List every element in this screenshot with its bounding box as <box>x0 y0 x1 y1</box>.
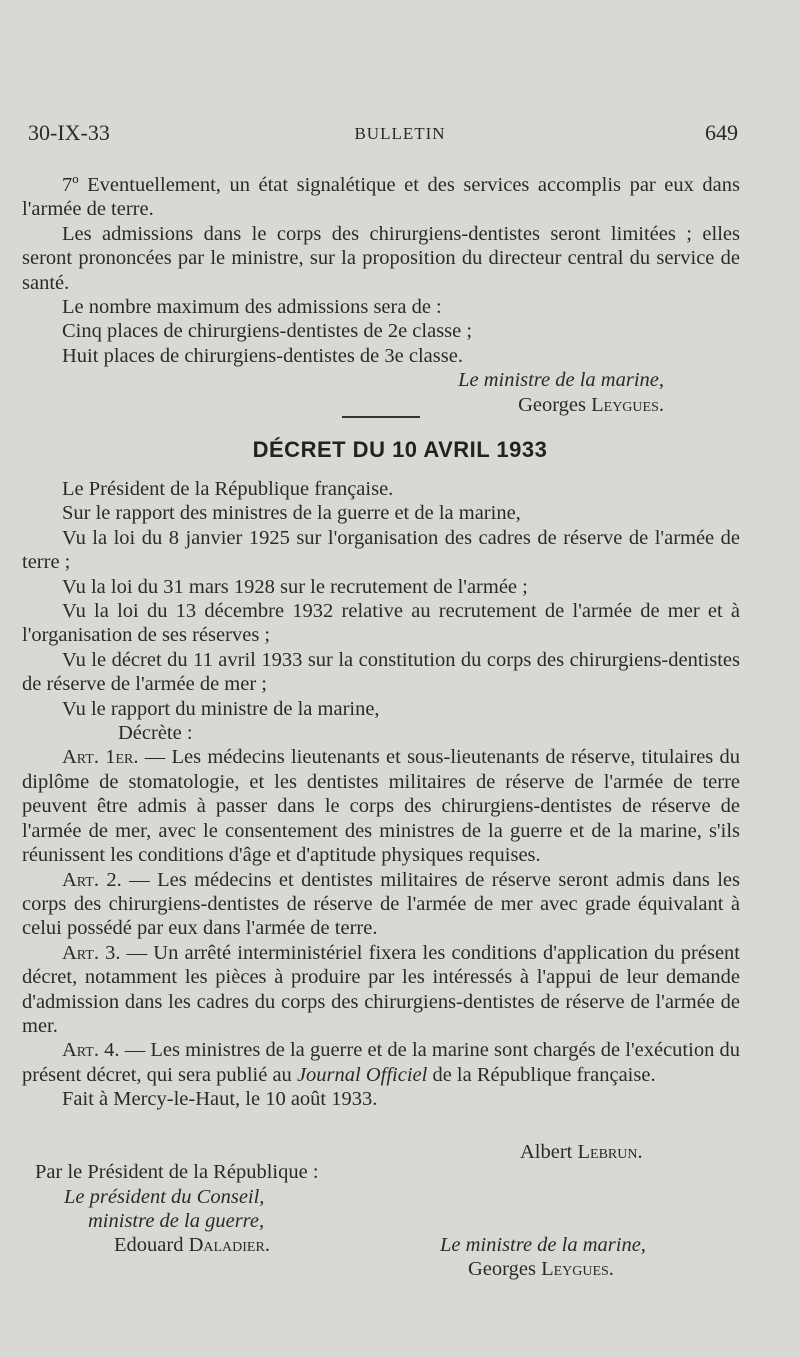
signature-name: Georges Leygues. <box>518 393 664 416</box>
decree-vu-5: Vu le rapport du ministre de la marine, <box>62 697 380 720</box>
decree-vu-2: Vu la loi du 31 mars 1928 sur le recrutement de l'armée ; <box>62 575 528 598</box>
decree-sur-rapport: Sur le rapport des ministres de la guerre et de la marine, <box>62 502 521 525</box>
paragraph-admissions: Les admissions dans le corps des chirurgiens-dentistes seront limitées ; elles seront prononcées par le ministre, sur la proposition du directeur central du service de santé. <box>22 222 740 294</box>
decree-body <box>22 477 740 1112</box>
decree-vu-1: Vu la loi du 8 janvier 1925 sur l'organisation des cadres de réserve de l'armée de terre ; <box>22 526 740 574</box>
paragraph-maximum: Le nombre maximum des admissions sera de : <box>62 296 442 319</box>
par-le-president: Par le Président de la République : <box>35 1161 319 1183</box>
president-signature: Albert Lebrun. <box>520 1141 643 1163</box>
article-3: Art. 3. — Un arrêté interministériel fixera les conditions d'application du présent décret, notamment les pièces à produire par les intéressés à l'appui de leur demande d'admission dans les cadres du corps des chirurgiens-dentistes de réserve de l'armée de mer. <box>22 941 740 1037</box>
decree-vu-4: Vu le décret du 11 avril 1933 sur la constitution du corps des chirurgiens-dentistes de réserve de l'armée de mer ; <box>22 648 740 696</box>
signature-title: Le ministre de la marine, <box>458 369 664 392</box>
article-4: Art. 4. — Les ministres de la guerre et de la marine sont chargés de l'exécution du présent décret, qui sera publié au Journal Officiel de la République française. <box>22 1039 740 1086</box>
article-2: Art. 2. — Les médecins et dentistes militaires de réserve seront admis dans les corps des chirurgiens-dentistes de réserve de l'armée de mer avec grade équivalant à celui possédé par eux dans l'armée de terre. <box>22 868 741 940</box>
section-divider <box>342 416 420 418</box>
paragraph-item-7: 7º Eventuellement, un état signalétique et des services accomplis par eux dans l'armée de terre. <box>22 174 740 221</box>
article-1: Art. 1er. — Les médecins lieutenants et sous-lieutenants de réserve, titulaires du diplôme de stomatologie, et les dentistes militaires de réserve de l'armée de terre peuvent être admis à passer dans le corps des chirurgiens-dentistes de réserve de l'armée de mer, avec le consentement des ministres de la guerre et de la marine, s'ils réunissent les conditions d'âge et d'aptitude physiques requises. <box>22 746 741 867</box>
left-signature-name: Edouard Daladier. <box>114 1234 270 1256</box>
paragraph-cinq-places: Cinq places de chirurgiens-dentistes de 2e classe ; <box>62 320 473 343</box>
paragraph-huit-places: Huit places de chirurgiens-dentistes de 3e classe. <box>62 344 463 367</box>
decree-fait-a: Fait à Mercy-le-Haut, le 10 août 1933. <box>62 1088 378 1111</box>
left-signature-title-2: ministre de la guerre, <box>88 1210 265 1232</box>
right-signature-name: Georges Leygues. <box>468 1258 614 1280</box>
decree-title: DÉCRET DU 10 AVRIL 1933 <box>252 437 548 462</box>
previous-decree-tail <box>22 173 740 417</box>
header-title: BULLETIN <box>354 124 446 143</box>
page-number: 649 <box>705 120 738 145</box>
header-date: 30-IX-33 <box>28 120 110 145</box>
decree-vu-3: Vu la loi du 13 décembre 1932 relative au recrutement de l'armée de mer et à l'organisation de ses réserves ; <box>22 600 740 647</box>
right-signature-title: Le ministre de la marine, <box>440 1234 646 1256</box>
decree-decrete: Décrète : <box>118 722 193 745</box>
decree-president: Le Président de la République française. <box>62 478 394 500</box>
left-signature-title-1: Le président du Conseil, <box>64 1186 265 1208</box>
